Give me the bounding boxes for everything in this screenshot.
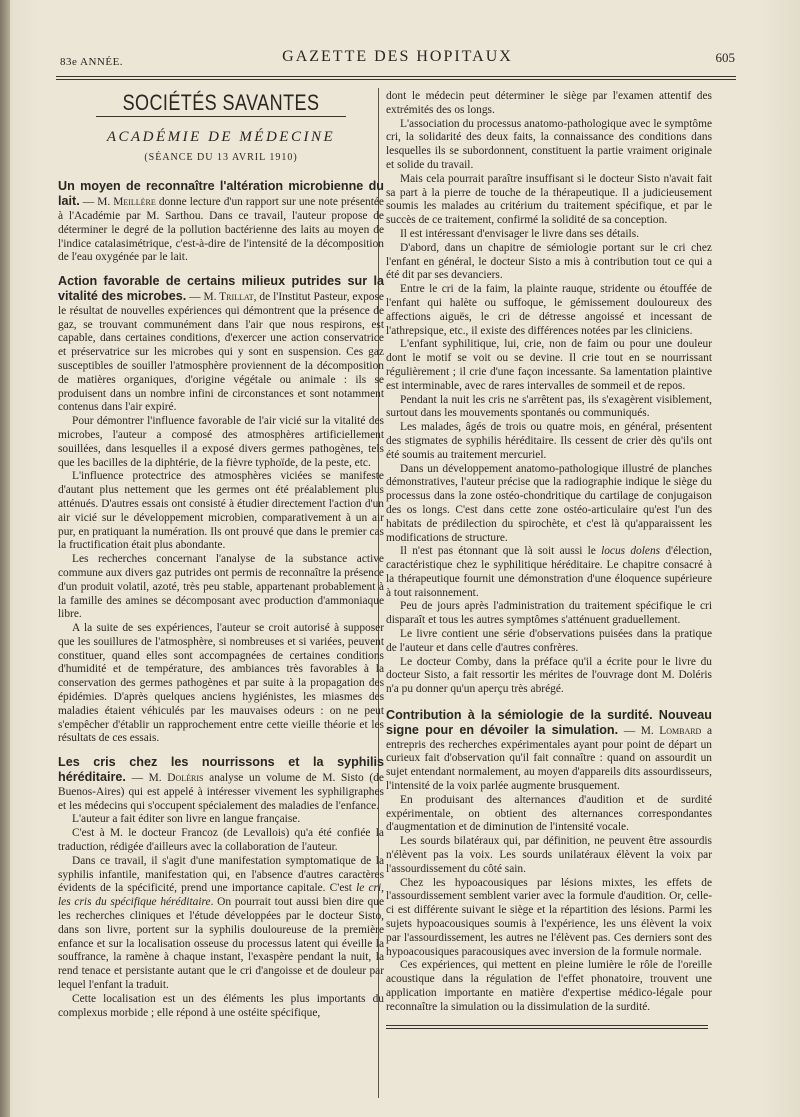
author-name: M. Doléris [148, 772, 204, 785]
author-name: M. Lombard [640, 724, 702, 737]
dash: — [82, 196, 98, 209]
article-text: Il n'est pas étonnant que là soit aussi le [400, 545, 602, 558]
article-paragraph: L'association du processus anatomo-pathologique avec le symptôme cri, la solidarité des deux faits, la connaissance des conditions dans lesquelles ils se subordonnent, constituent la partie vraiment originale et solide du travail. [386, 117, 712, 171]
article-paragraph: Ces expériences, qui mettent en pleine lumière le rôle de l'oreille acoustique dans la régulation de l'effet phonatoire, trouvent une application importante en matière d'expertise médico-légale pour reconnaître la simulation ou la dissimulation de la surdité. [386, 959, 712, 1013]
dash: — [189, 290, 204, 303]
author-name: M. Meillère [97, 196, 156, 209]
header-rule [56, 76, 736, 80]
article-paragraph: Les malades, âgés de trois ou quatre mois, en général, présentent des stigmates de syphilis héréditaire. Ils cessent de crier dès qu'ils ont été soumis au traitement mercuriel. [386, 421, 712, 461]
dash: — [623, 724, 641, 737]
article-paragraph [386, 709, 712, 794]
article-milk [58, 180, 384, 265]
article-text: a entrepris des recherches expérimentales ayant pour point de départ un curieux fait d'observation qu'il fait connaître : quand on assourdit un sujet entendant normalement, au moyen d'appareils dits assourdisseurs, l'intensité de la voix parlée augmente brusquement. [386, 724, 712, 793]
page-number: 605 [715, 50, 735, 65]
article-heading: Les cris chez les nourrissons et la syphilis héréditaire. [58, 755, 384, 785]
article-paragraph: Le livre contient une série d'observations puisées dans la pratique de l'auteur et dans celle d'autres confrères. [386, 628, 712, 654]
article-paragraph [58, 180, 384, 265]
section-title: SOCIÉTÉS SAVANTES [122, 90, 320, 115]
article-paragraph: Chez les hypoacousiques par lésions mixtes, les effets de l'assourdissement semblent varier avec la formule d'audition. Or, celle-ci est différente suivant le siège et la répartition des lésions. Parmi les sujets hypoacousiques soumis à l'expérience, les uns élèvent la voix par l'assourdissement, les autres ne l'élèvent pas. Ces derniers sont des hypoacousiques paracousiques avec inversion de la formule normale. [386, 876, 712, 958]
article-paragraph: C'est à M. le docteur Francoz (de Levallois) qu'a été confiée la traduction, rédigée d'ailleurs avec la collaboration de l'auteur. [58, 827, 384, 854]
article-heading: Contribution à la sémiologie de la surdité. Nouveau signe pour en dévoiler la simulation. [386, 708, 712, 737]
section-title-rule [96, 116, 346, 117]
article-text: , de l'Institut Pasteur, expose le résultat de nouvelles expériences qui démontrent que la présence de gaz, se trouvant communément dans l'air que nous respirons, est capable, dans certaines conditions, d'exercer une action conservatrice et préservatrice sur les microbes qui y sont en suspension. Ces gaz susceptibles de souiller l'atmosphère proviennent de la décomposition de matières organiques, d'origine végétale ou animale : ils se produisent dans un nombre infini de circonstances et sont notamment contenus dans l'air expiré. [58, 290, 384, 414]
article-paragraph: Cette localisation est un des éléments les plus importants du complexus morbide ; elle répond à une ostéite spécifique, [58, 992, 384, 1019]
article-syphilis [58, 756, 384, 1020]
article-text: . On pourrait tout aussi bien dire que les recherches cliniques et l'étude développées par le docteur Sisto, dans son livre, portent sur la syphilis douloureuse de la première enfance et sur la localisation osseuse du processus latent qui éveille la souffrance, la ramène à chaque instant, l'exaspère pendant la nuit, la rend tenace et persistante autant que le cri d'angoisse et de douleur par lequel l'enfant la traduit. [58, 896, 385, 992]
article-text: Dans ce travail, il s'agit d'une manifestation symptomatique de la syphilis infantile, manifestation qui, en l'absence d'autres caractères évidents de la spécificité, prend une importance capitale. C'est [58, 854, 384, 895]
author-name: M. Trillat [203, 290, 254, 303]
article-paragraph: Le docteur Comby, dans la préface qu'il a écrite pour le livre du docteur Sisto, a fait ressortir les mérites de l'ouvrage dont M. Doléris n'a pu donner qu'un aperçu très abrégé. [386, 655, 712, 696]
closing-rule-double [386, 1028, 708, 1029]
page-header [60, 48, 735, 74]
article-paragraph: Entre le cri de la faim, la plainte rauque, stridente ou étouffée de l'enfant qui halète ou suffoque, le gémissement douloureux des affections aiguës, le cri de détresse angoissé et incessant de l'athrepsique, etc., il existe des différences notées par les cliniciens. [386, 283, 712, 337]
article-text: analyse un volume de M. Sisto (de Buenos-Aires) qui est appelé à intéresser vivement les syphiligraphes et les médecins qui s'occupent spécialement des maladies de l'enfance. [58, 772, 384, 812]
article-paragraph [58, 756, 384, 813]
academy-name: ACADÉMIE DE MÉDECINE [106, 128, 336, 145]
article-paragraph: D'abord, dans un chapitre de sémiologie portant sur le cri chez l'enfant en général, le docteur Sisto a mis à contribution tout ce qui a été dit par ses devanciers. [386, 241, 712, 282]
session-date: (SÉANCE DU 13 AVRIL 1910) [144, 151, 298, 163]
article-paragraph [58, 855, 384, 993]
article-paragraph [58, 275, 384, 415]
article-heading: Action favorable de certains milieux putrides sur la vitalité des microbes. [58, 274, 384, 303]
article-paragraph: Les recherches concernant l'analyse de la substance active commune aux divers gaz putrides ont permis de reconnaître la présence d'un produit volatil, azoté, très peu stable, appartenant probablement à la famille des amines se décomposant avec production d'ammoniaque libre. [58, 553, 384, 621]
article-paragraph: Les sourds bilatéraux qui, par définition, ne peuvent être assourdis n'élèvent pas la voix. Les sourds unilatéraux élèvent la voix par l'assourdissement du côté sain. [386, 835, 712, 875]
dash: — [131, 772, 149, 785]
italic-phrase: le cri, les cris du spécifique héréditaire [58, 882, 384, 909]
article-paragraph: Pour démontrer l'influence favorable de l'air vicié sur la vitalité des microbes, l'auteur a composé des atmosphères artificiellement souillées, dans lesquelles il a exposé divers germes pathogènes, tels que les bacilles de la diphtérie, de la fièvre typhoïde, de la peste, etc. [58, 415, 384, 469]
closing-rule [386, 1025, 708, 1026]
article-paragraph: A la suite de ses expériences, l'auteur se croit autorisé à supposer que les souillures de l'atmosphère, si nombreuses et si variées, peuvent constituer, quand elles sont accompagnées de certaines conditions d'humidité et de température, des ambiances très favorables à la conservation des germes pathogènes et par suite à la propagation des épidémies. D'après quelques anciens hygiénistes, les miasmes des maladies étaient véhiculés par les mauvaises odeurs : on ne peut s'empêcher d'établir un rapprochement entre cette vieille théorie et les résultats de ces essais. [58, 622, 384, 745]
article-heading: Un moyen de reconnaître l'altération microbienne du lait. [58, 179, 384, 209]
article-paragraph: L'enfant syphilitique, lui, crie, non de faim ou pour une douleur dont le motif se voit ou se devine. Il crie tout en se nourrissant régulièrement ; il crie d'une façon incessante. Sa lamentation plaintive est interminable, avec de rares intervalles de sommeil et de repos. [386, 338, 712, 392]
journal-title: GAZETTE DES HOPITAUX [282, 48, 513, 65]
article-paragraph: L'influence protectrice des atmosphères viciées se manifeste d'autant plus nettement que les germes ont été préalablement plus atténués. D'autres essais ont consisté à étudier directement l'action d'un air vicié sur le développement microbien, comparativement à un air pur, en pratiquant la numération. Ils ont prouvé que dans le premier cas la fructification était plus abondante. [58, 470, 384, 552]
article-paragraph: Dans un développement anatomo-pathologique illustré de planches démonstratives, l'auteur précise que la radiographie indique le siège du processus dans la zone ostéo-chondritique du cartilage de conjugaison des os longs. C'est dans cette zone ostéo-articulaire qu'est l'un des habitats de prédilection du spirochète, et c'est là qu'apparaissent les modifications de structure. [386, 462, 712, 544]
article-paragraph: En produisant des alternances d'audition et de surdité expérimentale, on obtient des alternances correspondantes d'augmentation et de diminution de l'intensité vocale. [386, 793, 712, 834]
left-column [58, 88, 384, 1030]
article-paragraph: Pendant la nuit les cris ne s'arrêtent pas, ils s'exagèrent visiblement, surtout dans les mouvements spontanés ou communiqués. [386, 393, 712, 420]
right-column [386, 90, 712, 1029]
article-paragraph: Il est intéressant d'envisager le livre dans ses détails. [400, 227, 639, 240]
article-paragraph: dont le médecin peut déterminer le siège par l'examen attentif des extrémités des os longs. [386, 90, 712, 116]
article-text: donne lecture d'un rapport sur une note présentée à l'Académie par M. Sarthou. Dans ce travail, l'auteur propose de déterminer le degré de la pollution bactérienne des laits au moyen de l'indice catalasimétrique, c'est-à-dire de l'intensité de la décomposition de l'eau oxygénée par le lait. [58, 196, 384, 264]
article-text: d'élection, caractéristique chez le syphilitique héréditaire. Le chapitre consacré à la thérapeutique fournit une démonstration d'une éloquence supérieure à tout raisonnement. [386, 545, 712, 599]
article-paragraph: L'auteur a fait éditer son livre en langue française. [72, 813, 301, 826]
page-binding-edge [0, 0, 10, 1117]
article-paragraph: Mais cela pourrait paraître insuffisant si le docteur Sisto n'avait fait sa part à la pierre de touche de la thérapeutique. Il a judicieusement soumis les malades au critérium du traitement spécifique, et par le succès de ce traitement, confirmé la solidité de sa conception. [386, 172, 712, 227]
italic-phrase: locus dolens [601, 545, 661, 558]
article-surdite [386, 709, 712, 1015]
article-paragraph [386, 545, 712, 600]
year-label: 83e ANNÉE. [60, 56, 124, 68]
article-paragraph: Peu de jours après l'administration du traitement spécifique le cri disparaît et tous les autres symptômes s'atténuent graduellement. [386, 600, 712, 627]
article-putrid [58, 275, 384, 746]
